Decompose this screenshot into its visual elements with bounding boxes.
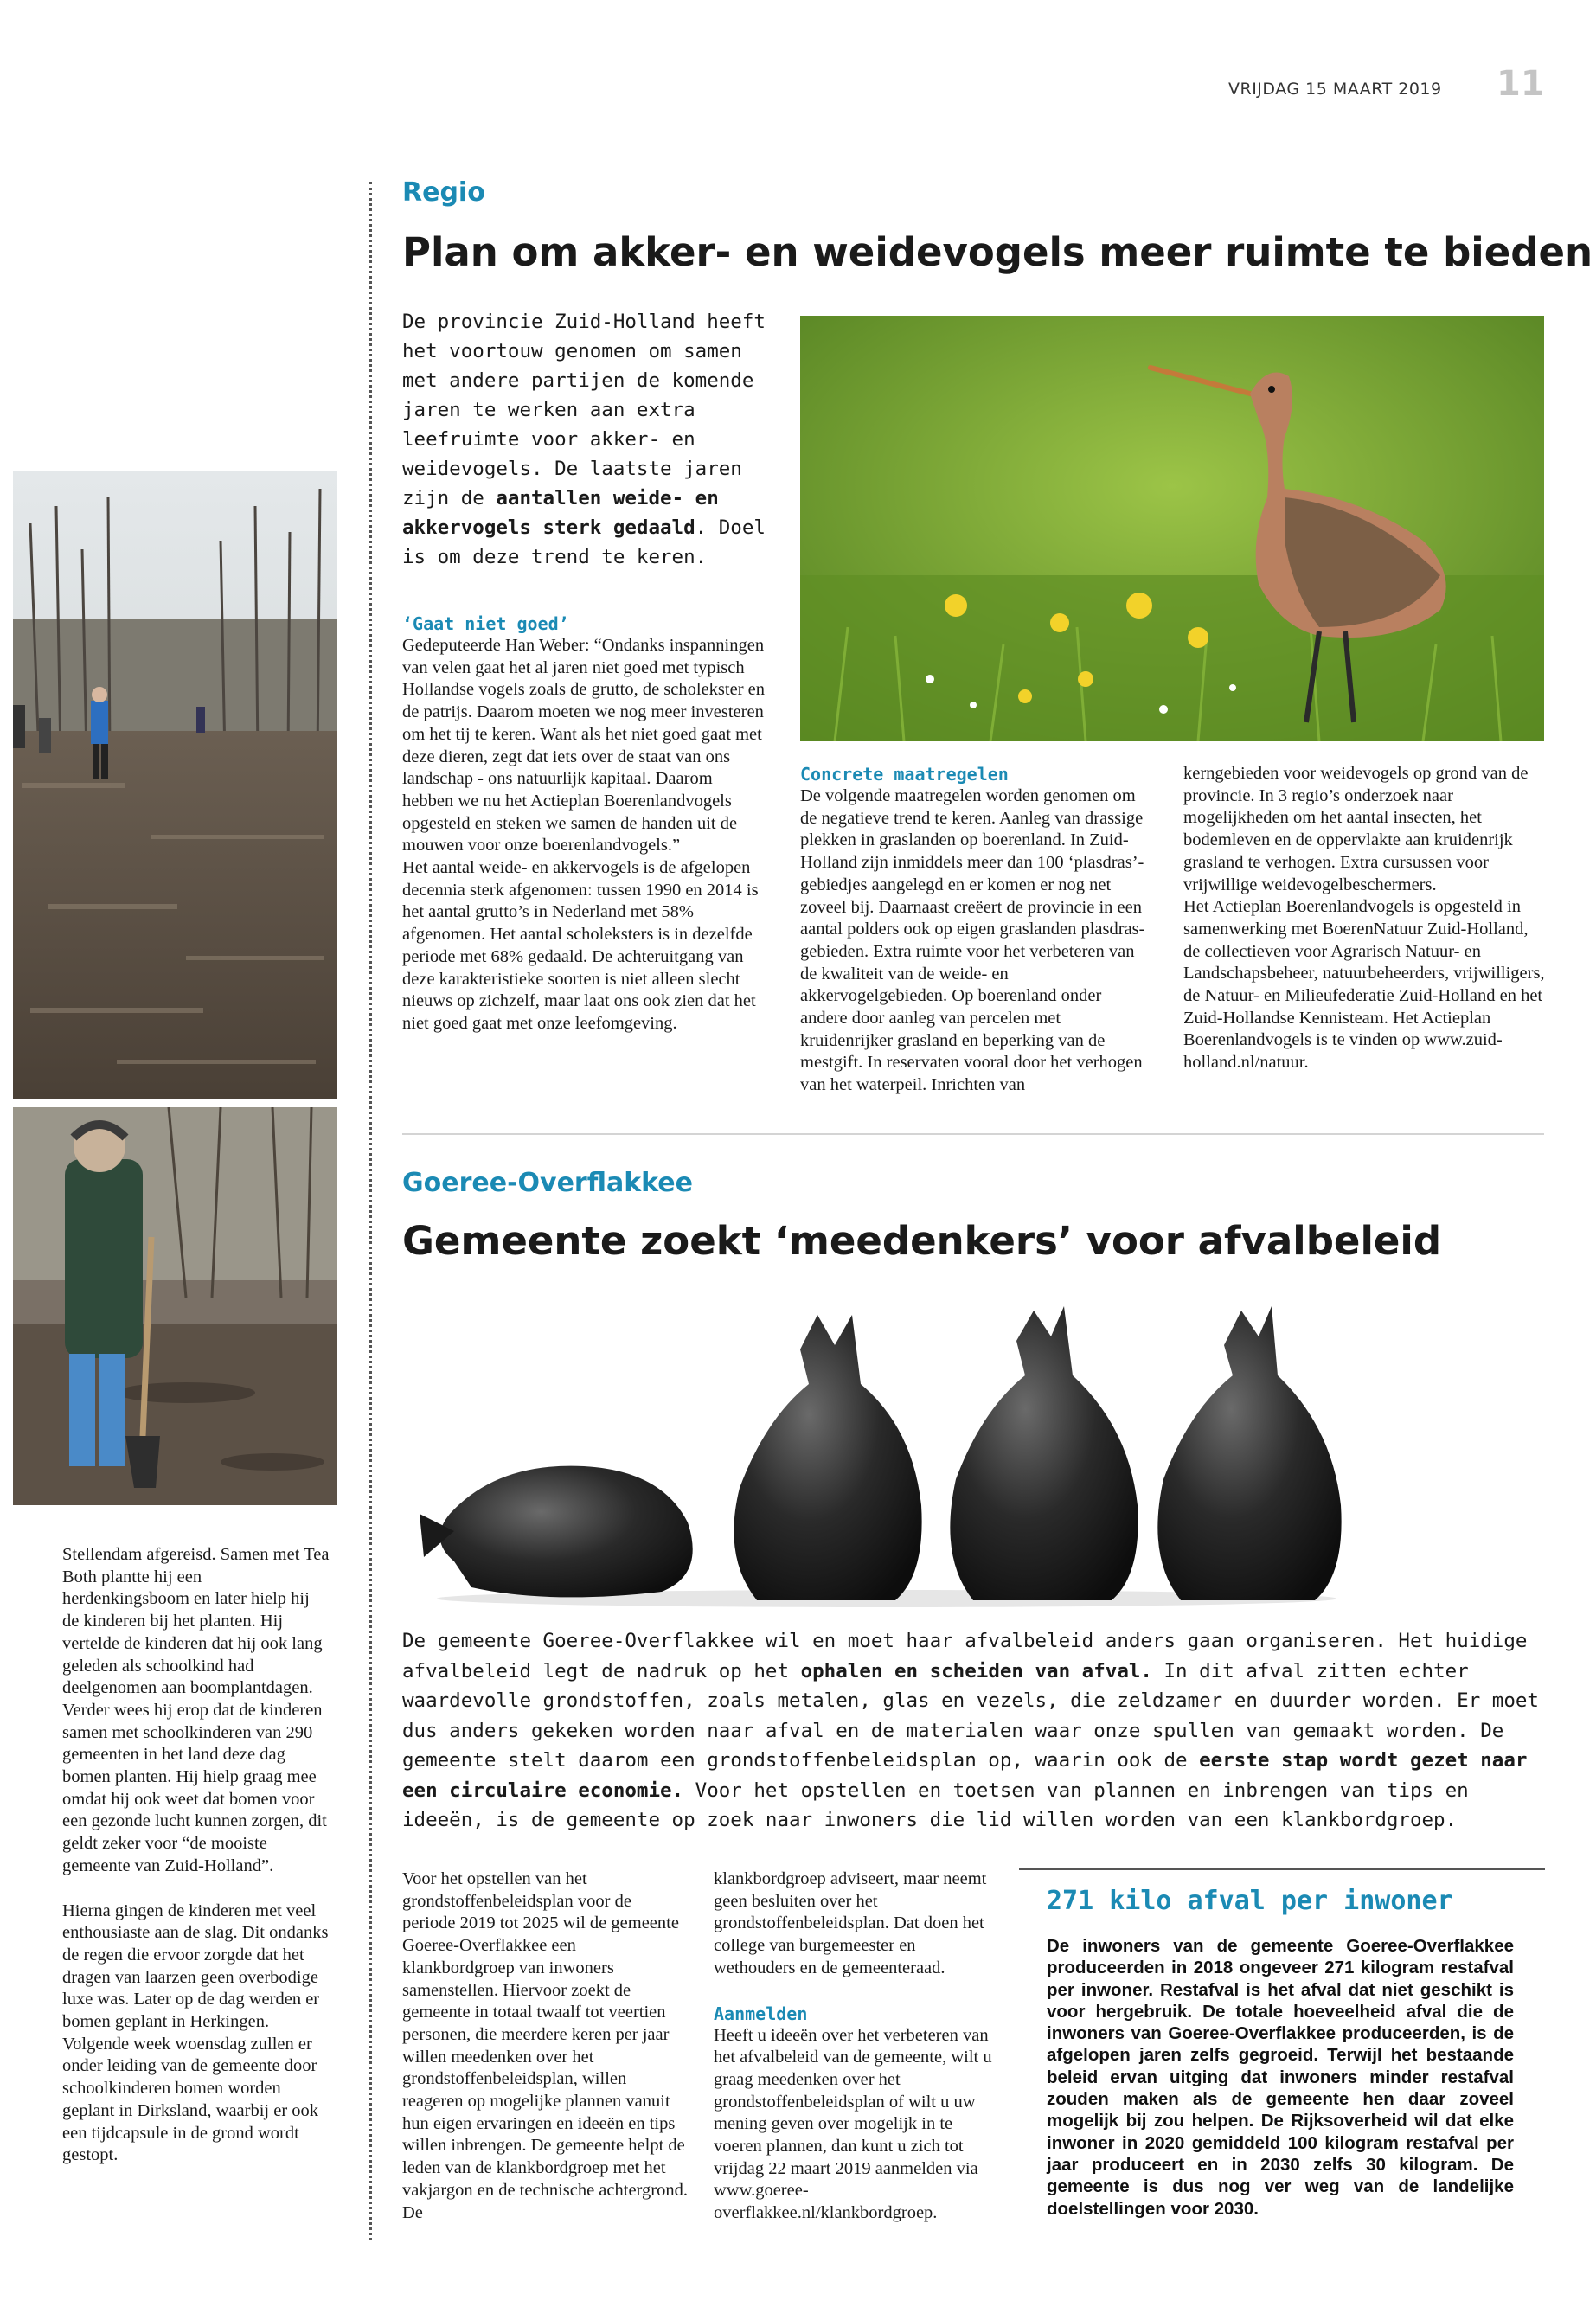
lead2-text: In dit afval zitten echter waardevolle grondstoffen, zoals metalen, glas en vezels, die zeldzamer en duurder worden. Er moet dus anders gekeken worden naar afval en de materialen waar onze spullen van gemaakt worden. De gemeente stelt daarom een grondstoffenbeleidsplan op, waarin ook de bbox=[402, 1659, 1539, 1772]
article1-col2-p1: De volgende maatregelen worden genomen om de negatieve trend te keren. Aanleg van drassige plekken in graslanden op boerenland. In Zuid-Holland zijn inmiddels meer dan 100 ‘plasdras’-gebiedjes aangelegd en er komen er nog net zoveel bij. Daarnaast creëert de provincie in een aantal polders ook op eigen graslanden plasdras-gebieden. Extra ruimte voor het verbeteren van de kwaliteit van de weide- en akkervogelgebieden. Op boerenland onder andere door aanleg van percelen met kruidenrijker grasland en beperking van de mestgift. In reservaten vooral door het verhogen van het waterpeil. Inrichten van bbox=[800, 786, 1145, 1095]
lead-text-end: . Doel is om deze trend te keren. bbox=[402, 516, 766, 568]
garbage-bags-illustration bbox=[402, 1280, 1393, 1613]
article1-col3-p2: Het Actieplan Boerenlandvogels is opgesteld in samenwerking met BoerenNatuur Zuid-Holland, de collectieven voor Agrarisch Natuur- en Landschapsbeheer, natuurbeheerders, vrijwilligers, de Natuur- en Milieufederatie Zuid-Holland en het Zuid-Hollandse Kennisteam. Het Actieplan Boerenlandvogels is te vinden op www.zuid-holland.nl/natuur. bbox=[1183, 897, 1545, 1073]
lead2-bold: ophalen en scheiden van afval. bbox=[800, 1659, 1152, 1682]
subhead-concrete-maatregelen: Concrete maatregelen bbox=[800, 764, 1009, 785]
article1-headline: Plan om akker- en weidevogels meer ruimte te bieden bbox=[402, 229, 1593, 275]
photo-children-planting bbox=[13, 471, 337, 1099]
page-number: 11 bbox=[1497, 64, 1545, 104]
article2-col1 bbox=[402, 1868, 688, 2224]
article1-col1 bbox=[402, 612, 766, 1035]
article1-col1-p1: Gedeputeerde Han Weber: “Ondanks inspanningen van velen gaat het al jaren niet goed met typisch Hollandse vogels zoals de grutto, de scholekster en de patrijs. Daarom moeten we nog meer investeren om het tij te keren. Want als het niet goed gaat met deze dieren, zegt dat iets over de staat van ons landschap - ons natuurlijk kapitaal. Daarom hebben we nu het Actieplan Boerenlandvogels opgesteld en steken we samen de handen uit de mouwen voor onze boerenlandvogels.” bbox=[402, 636, 765, 856]
infobox-text: De inwoners van de gemeente Goeree-Overflakkee produceerden in 2018 ongeveer 271 kilogram restafval per inwoner. Restafval is het afval dat niet geschikt is voor hergebruik. De totale hoeveelheid afval die de inwoners van Goeree-Overflakkee produceerden, is de afgelopen jaren zelfs gegroeid. Terwijl het bestaande beleid ervan uitging dat inwoners minder restafval zouden maken als de gemeente hen daar zoveel mogelijk bij zou helpen. De Rijksoverheid wil dat elke inwoner in 2020 gemiddeld 100 kilogram restafval per jaar produceert en in 2030 zelfs 30 kilogram. De gemeente is dus nog ver weg van de landelijke doelstellingen voor 2030. bbox=[1047, 1936, 1514, 2219]
article2-col1-text: Voor het opstellen van het grondstoffenbeleidsplan voor de periode 2019 tot 2025 wil de gemeente Goeree-Overflakkee een klankbordgroep van inwoners samenstellen. Hiervoor zoekt de gemeente in totaal twaalf tot veertien personen, die meerdere keren per jaar willen meedenken over het grondstoffenbeleidsplan, willen reageren op mogelijke plannen vanuit hun eigen ervaringen en ideeën en tips willen inbrengen. De gemeente helpt de leden van de klankbordgroep met het vakjargon en de technische achtergrond. De bbox=[402, 1869, 688, 2222]
article1-col3 bbox=[1183, 763, 1547, 1074]
issue-date: VRIJDAG 15 MAART 2019 bbox=[1228, 80, 1442, 99]
lead-bold: aantallen weide- en akkervogels sterk gedaald bbox=[402, 487, 719, 539]
left-paragraph: Stellendam afgereisd. Samen met Tea Both plantte hij een herdenkingsboom en later hielp hij de kinderen bij het planten. Hij vertelde de kinderen dat hij ook lang geleden als schoolkind had deelgenomen aan boomplantdagen. Verder wees hij erop dat de kinderen samen met schoolkinderen van 290 gemeenten in het land deze dag bomen planten. Hij hielp graag mee omdat hij ook weet dat bomen voor een gezonde lucht kunnen zorgen, dit geldt zeker voor “de mooiste gemeente van Zuid-Holland”. bbox=[62, 1545, 330, 1875]
article2-col2-p1: klankbordgroep adviseert, maar neemt geen besluiten over het grondstoffenbeleidsplan. Dat doen het college van burgemeester en wethouders en de gemeenteraad. bbox=[714, 1869, 987, 1977]
article2-col2-p2: Heeft u ideeën over het verbeteren van het afvalbeleid van de gemeente, wilt u graag meedenken over het grondstoffenbeleidsplan of wilt u uw mening geven over mogelijk in te voeren plannen, dan kunt u zich tot vrijdag 22 maart 2019 aanmelden via www.goeree-overflakkee.nl/klankbordgroep. bbox=[714, 2025, 992, 2223]
left-column-text bbox=[62, 1544, 330, 2167]
article1-col1-p2: Het aantal weide- en akkervogels is de afgelopen decennia sterk afgenomen: tussen 1990 en 2014 is het aantal grutto’s in Nederland met 58% afgenomen. Het aantal scholeksters is in dezelfde periode met 68% gedaald. De achteruitgang van deze karakteristieke soorten is niet alleen slecht nieuws op zichzelf, maar laat ons ook zien dat het niet goed gaat met onze leefomgeving. bbox=[402, 858, 759, 1033]
lead2-text: De gemeente Goeree-Overflakkee wil en moet haar afvalbeleid anders gaan organiseren. Het huidige afvalbeleid legt de nadruk op het bbox=[402, 1630, 1528, 1682]
godwit-bird-illustration bbox=[800, 316, 1544, 741]
left-paragraph: Hierna gingen de kinderen met veel enthousiaste aan de slag. Dit ondanks de regen die ervoor zorgde dat het dragen van laarzen geen overbodige luxe was. Later op de dag werden er bomen geplant in Herkingen. Volgende week woensdag zullen er onder leiding van de gemeente door schoolkinderen bomen worden geplant in Dirksland, waarbij er ook een tijdcapsule in de grond wordt gestopt. bbox=[62, 1900, 329, 2165]
subhead-gaat-niet-goed: ‘Gaat niet goed’ bbox=[402, 613, 569, 634]
subhead-aanmelden: Aanmelden bbox=[714, 2003, 808, 2024]
lead2-bold: eerste stap wordt gezet naar een circulaire economie. bbox=[402, 1749, 1528, 1802]
section-label-regio: Regio bbox=[402, 177, 485, 208]
article2-col2 bbox=[714, 1868, 999, 2225]
article1-col2 bbox=[800, 763, 1151, 1097]
article1-lead bbox=[402, 307, 774, 572]
photo-godwit bbox=[800, 316, 1544, 741]
infobox-top-rule bbox=[1019, 1868, 1545, 1870]
article2-lead bbox=[402, 1626, 1544, 1836]
article-divider bbox=[402, 1133, 1544, 1135]
photo-garbage-bags bbox=[402, 1280, 1393, 1613]
lead2-text: Voor het opstellen en toetsen van plannen en inbrengen van tips en ideeën, is de gemeente op zoek naar inwoners die lid willen worden van een klankbordgroep. bbox=[402, 1779, 1469, 1831]
column-divider bbox=[369, 182, 372, 2240]
forest-planting-illustration bbox=[13, 471, 337, 1099]
man-digging-illustration bbox=[13, 1107, 337, 1505]
section-label-goeree: Goeree-Overflakkee bbox=[402, 1168, 693, 1198]
article1-col3-p1: kerngebieden voor weidevogels op grond van de provincie. In 3 regio’s onderzoek naar mogelijkheden om het aantal insecten, het bodemleven en de oppervlakte aan kruidenrijk grasland te verhogen. Extra cursussen voor vrijwillige weidevogelbeschermers. bbox=[1183, 764, 1529, 894]
article2-headline: Gemeente zoekt ‘meedenkers’ voor afvalbeleid bbox=[402, 1218, 1442, 1264]
photo-man-with-spade bbox=[13, 1107, 337, 1505]
infobox-title: 271 kilo afval per inwoner bbox=[1047, 1886, 1453, 1916]
lead-text: De provincie Zuid-Holland heeft het voortouw genomen om samen met andere partijen de komende jaren te werken aan extra leefruimte voor akker- en weidevogels. De laatste jaren zijn de bbox=[402, 311, 766, 510]
